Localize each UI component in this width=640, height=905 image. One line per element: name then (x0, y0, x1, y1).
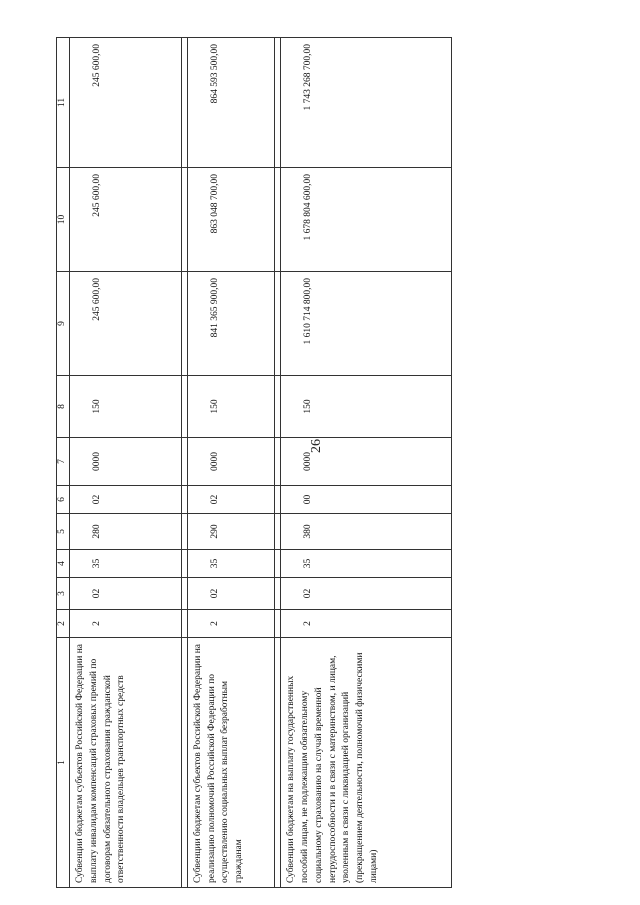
code-cell: 0000 (187, 438, 274, 486)
column-header: 5 (57, 514, 70, 550)
amount-cell: 245 600,00 (70, 168, 182, 272)
amount-cell: 245 600,00 (70, 272, 182, 376)
code-cell: 02 (70, 486, 182, 514)
code-cell: 2 (70, 610, 182, 638)
code-cell: 150 (281, 376, 452, 438)
budget-table-sheet (56, 38, 452, 888)
code-cell: 00 (281, 486, 452, 514)
code-cell: 380 (281, 514, 452, 550)
code-cell: 0000 (70, 438, 182, 486)
column-header: 3 (57, 578, 70, 610)
table-row (70, 38, 182, 888)
column-header: 6 (57, 486, 70, 514)
column-header: 11 (57, 38, 70, 168)
amount-cell: 245 600,00 (70, 38, 182, 168)
row-description: Субвенции бюджетам субъектов Российской Федерации на выплату инвалидам компенсаций страховых премий по договорам обязательного страхования гражданской ответственности владельцев транспортных средств (70, 638, 182, 888)
code-cell: 0000 (281, 438, 452, 486)
column-header: 1 (57, 638, 70, 888)
amount-cell: 1 678 804 600,00 (281, 168, 452, 272)
code-cell: 2 (281, 610, 452, 638)
amount-cell: 1 743 268 700,00 (281, 38, 452, 168)
amount-cell: 841 365 900,00 (187, 272, 274, 376)
row-description: Субвенции бюджетам на выплату государственных пособий лицам, не подлежащим обязательному социальному страхованию на случай временной нетрудоспособности и в связи с материнством, и лицам, уволенным в связи с ликвидацией организаций (прекращением деятельности, полномочий физическими лицами) (281, 638, 452, 888)
code-cell: 290 (187, 514, 274, 550)
column-header: 8 (57, 376, 70, 438)
budget-table (56, 37, 452, 888)
table-row (281, 38, 452, 888)
code-cell: 02 (187, 486, 274, 514)
code-cell: 02 (281, 578, 452, 610)
amount-cell: 863 048 700,00 (187, 168, 274, 272)
amount-cell: 1 610 714 800,00 (281, 272, 452, 376)
table-row (187, 38, 274, 888)
code-cell: 35 (70, 550, 182, 578)
column-header: 2 (57, 610, 70, 638)
code-cell: 35 (187, 550, 274, 578)
code-cell: 2 (187, 610, 274, 638)
code-cell: 02 (70, 578, 182, 610)
column-number-row (57, 38, 70, 888)
row-description: Субвенции бюджетам субъектов Российской Федерации на реализацию полномочий Российской Федерации по осуществлению социальных выплат безработным гражданам (187, 638, 274, 888)
page-number: 26 (309, 439, 324, 453)
code-cell: 280 (70, 514, 182, 550)
amount-cell: 864 593 500,00 (187, 38, 274, 168)
column-header: 7 (57, 438, 70, 486)
code-cell: 150 (70, 376, 182, 438)
column-header: 9 (57, 272, 70, 376)
code-cell: 02 (187, 578, 274, 610)
column-header: 4 (57, 550, 70, 578)
code-cell: 35 (281, 550, 452, 578)
column-header: 10 (57, 168, 70, 272)
code-cell: 150 (187, 376, 274, 438)
